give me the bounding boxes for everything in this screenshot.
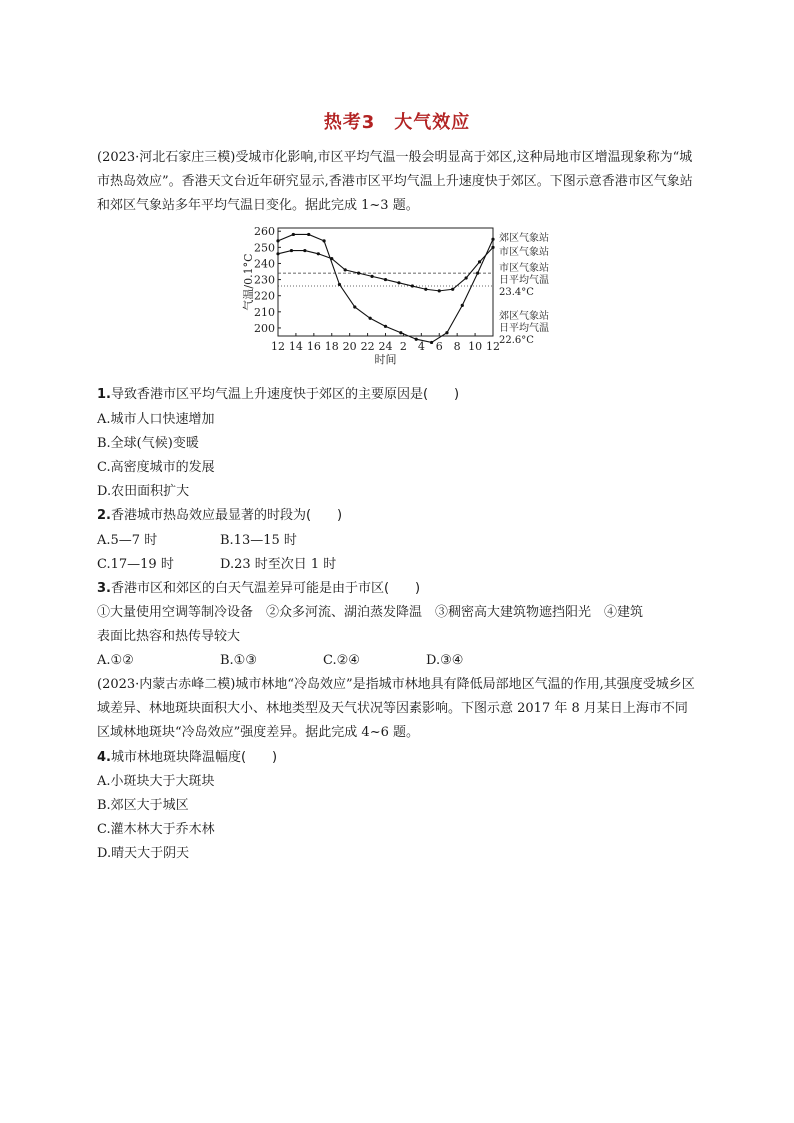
intro-paragraph-2: (2023·内蒙古赤峰二模)城市林地“冷岛效应”是指城市林地具有降低局部地区气温的作用,其强度受城乡区域差异、林地斑块面积大小、林地类型及天气状况等因素影响。下图示意 2017 年 8 月某日上海市不同区域林地斑块“冷岛效应”强度差异。据此完成 4~6 题。 bbox=[97, 677, 695, 740]
y-tick-label: 250 bbox=[254, 241, 275, 255]
series-line-urban bbox=[278, 247, 493, 291]
q3-option-c[interactable]: C.②④ bbox=[323, 653, 360, 668]
q2-option-c[interactable]: C.17—19 时 bbox=[97, 557, 174, 572]
data-point-urban bbox=[303, 249, 306, 252]
data-point-urban bbox=[478, 260, 481, 263]
data-point-urban bbox=[451, 288, 454, 291]
question-4-stem: 城市林地斑块降温幅度( ) bbox=[110, 750, 278, 765]
x-tick-label: 8 bbox=[453, 340, 461, 353]
x-tick-label: 22 bbox=[360, 340, 375, 353]
data-point-urban bbox=[330, 257, 333, 260]
q2-option-a[interactable]: A.5—7 时 bbox=[97, 533, 158, 548]
q2-option-d[interactable]: D.23 时至次日 1 时 bbox=[220, 557, 337, 572]
data-point-suburb bbox=[292, 233, 295, 236]
x-tick-label: 20 bbox=[342, 340, 357, 353]
data-point-suburb bbox=[415, 338, 418, 341]
legend-suburb: 郊区气象站 bbox=[499, 233, 549, 244]
q3-option-b[interactable]: B.①③ bbox=[220, 653, 257, 668]
y-tick-label: 210 bbox=[254, 305, 275, 319]
data-point-suburb bbox=[353, 305, 356, 308]
ref-label-urban-avg: 日平均气温 bbox=[499, 275, 549, 286]
data-point-suburb bbox=[461, 304, 464, 307]
x-tick-label: 12 bbox=[271, 340, 285, 353]
question-1-number: 1. bbox=[97, 387, 111, 402]
question-2 bbox=[97, 504, 342, 528]
q1-option-c[interactable]: C.高密度城市的发展 bbox=[97, 460, 215, 475]
q3-items-line-2: 表面比热容和热传导较大 bbox=[97, 629, 241, 644]
data-point-urban bbox=[317, 252, 320, 255]
q1-option-d[interactable]: D.农田面积扩大 bbox=[97, 484, 190, 499]
legend-urban: 市区气象站 bbox=[499, 247, 549, 258]
data-point-urban bbox=[344, 268, 347, 271]
temperature-chart bbox=[236, 220, 566, 380]
question-1-stem: 导致香港市区平均气温上升速度快于郊区的主要原因是( ) bbox=[110, 387, 460, 402]
data-point-urban bbox=[491, 246, 494, 249]
y-axis-label: 气温/0.1°C bbox=[242, 253, 255, 311]
data-point-urban bbox=[465, 276, 468, 279]
q2-option-b[interactable]: B.13—15 时 bbox=[220, 533, 297, 548]
question-4 bbox=[97, 746, 277, 770]
data-point-suburb bbox=[307, 233, 310, 236]
x-tick-label: 6 bbox=[435, 340, 443, 353]
q3-option-d[interactable]: D.③④ bbox=[426, 653, 464, 668]
data-point-urban bbox=[438, 289, 441, 292]
q3-option-a[interactable]: A.①② bbox=[97, 653, 134, 668]
data-point-suburb bbox=[384, 325, 387, 328]
q4-option-d[interactable]: D.晴天大于阴天 bbox=[97, 846, 190, 861]
x-axis-label: 时间 bbox=[374, 353, 397, 366]
data-point-suburb bbox=[430, 341, 433, 344]
question-1 bbox=[97, 383, 459, 407]
data-point-suburb bbox=[476, 272, 479, 275]
y-tick-label: 240 bbox=[254, 257, 275, 271]
data-point-suburb bbox=[369, 317, 372, 320]
x-tick-label: 24 bbox=[378, 340, 393, 353]
page-title: 热考3 大气效应 bbox=[323, 112, 471, 133]
data-point-suburb bbox=[276, 239, 279, 242]
x-tick-label: 10 bbox=[468, 340, 483, 353]
question-3-number: 3. bbox=[97, 581, 111, 596]
x-tick-label: 18 bbox=[324, 340, 339, 353]
data-point-suburb bbox=[322, 239, 325, 242]
data-point-suburb bbox=[445, 331, 448, 334]
x-tick-label: 14 bbox=[288, 340, 303, 353]
ref-label-suburb-avg: 日平均气温 bbox=[499, 323, 549, 334]
data-point-urban bbox=[411, 284, 414, 287]
q4-option-c[interactable]: C.灌木林大于乔木林 bbox=[97, 822, 215, 837]
q3-items-line-1: ①大量使用空调等制冷设备 ②众多河流、湖泊蒸发降温 ③稠密高大建筑物遮挡阳光 ④建筑 bbox=[97, 605, 644, 620]
q4-option-a[interactable]: A.小斑块大于大斑块 bbox=[97, 774, 215, 789]
q4-option-b[interactable]: B.郊区大于城区 bbox=[97, 798, 189, 813]
data-point-suburb bbox=[491, 238, 494, 241]
ref-label-urban-avg: 市区气象站 bbox=[499, 263, 549, 274]
y-tick-label: 260 bbox=[254, 225, 275, 239]
data-point-urban bbox=[424, 288, 427, 291]
q1-option-b[interactable]: B.全球(气候)变暖 bbox=[97, 436, 199, 451]
question-4-number: 4. bbox=[97, 750, 111, 765]
y-tick-label: 200 bbox=[254, 321, 275, 335]
x-tick-label: 16 bbox=[306, 340, 321, 353]
ref-label-suburb-avg: 22.6°C bbox=[499, 335, 534, 346]
y-tick-label: 230 bbox=[254, 273, 275, 287]
intro-paragraph-1: (2023·河北石家庄三模)受城市化影响,市区平均气温一般会明显高于郊区,这种局地市区增温现象称为“城市热岛效应”。香港天文台近年研究显示,香港市区平均气温上升速度快于郊区。下图示意香港市区气象站和郊区气象站多年平均气温日变化。据此完成 1~3 题。 bbox=[97, 150, 693, 213]
question-2-number: 2. bbox=[97, 508, 111, 523]
ref-label-urban-avg: 23.4°C bbox=[499, 287, 534, 298]
data-point-suburb bbox=[338, 283, 341, 286]
data-point-urban bbox=[397, 281, 400, 284]
data-point-urban bbox=[384, 278, 387, 281]
q1-option-a[interactable]: A.城市人口快速增加 bbox=[97, 412, 215, 427]
data-point-urban bbox=[370, 275, 373, 278]
x-tick-label: 2 bbox=[399, 340, 407, 353]
x-tick-label: 4 bbox=[417, 340, 425, 353]
ref-label-suburb-avg: 郊区气象站 bbox=[499, 311, 549, 322]
y-tick-label: 220 bbox=[254, 289, 275, 303]
data-point-urban bbox=[357, 272, 360, 275]
data-point-urban bbox=[276, 252, 279, 255]
question-2-stem: 香港城市热岛效应最显著的时段为( ) bbox=[110, 508, 343, 523]
question-3-stem: 香港市区和郊区的白天气温差异可能是由于市区( ) bbox=[110, 581, 421, 596]
x-tick-label: 12 bbox=[486, 340, 500, 353]
data-point-suburb bbox=[399, 331, 402, 334]
question-3 bbox=[97, 577, 420, 601]
data-point-urban bbox=[290, 249, 293, 252]
